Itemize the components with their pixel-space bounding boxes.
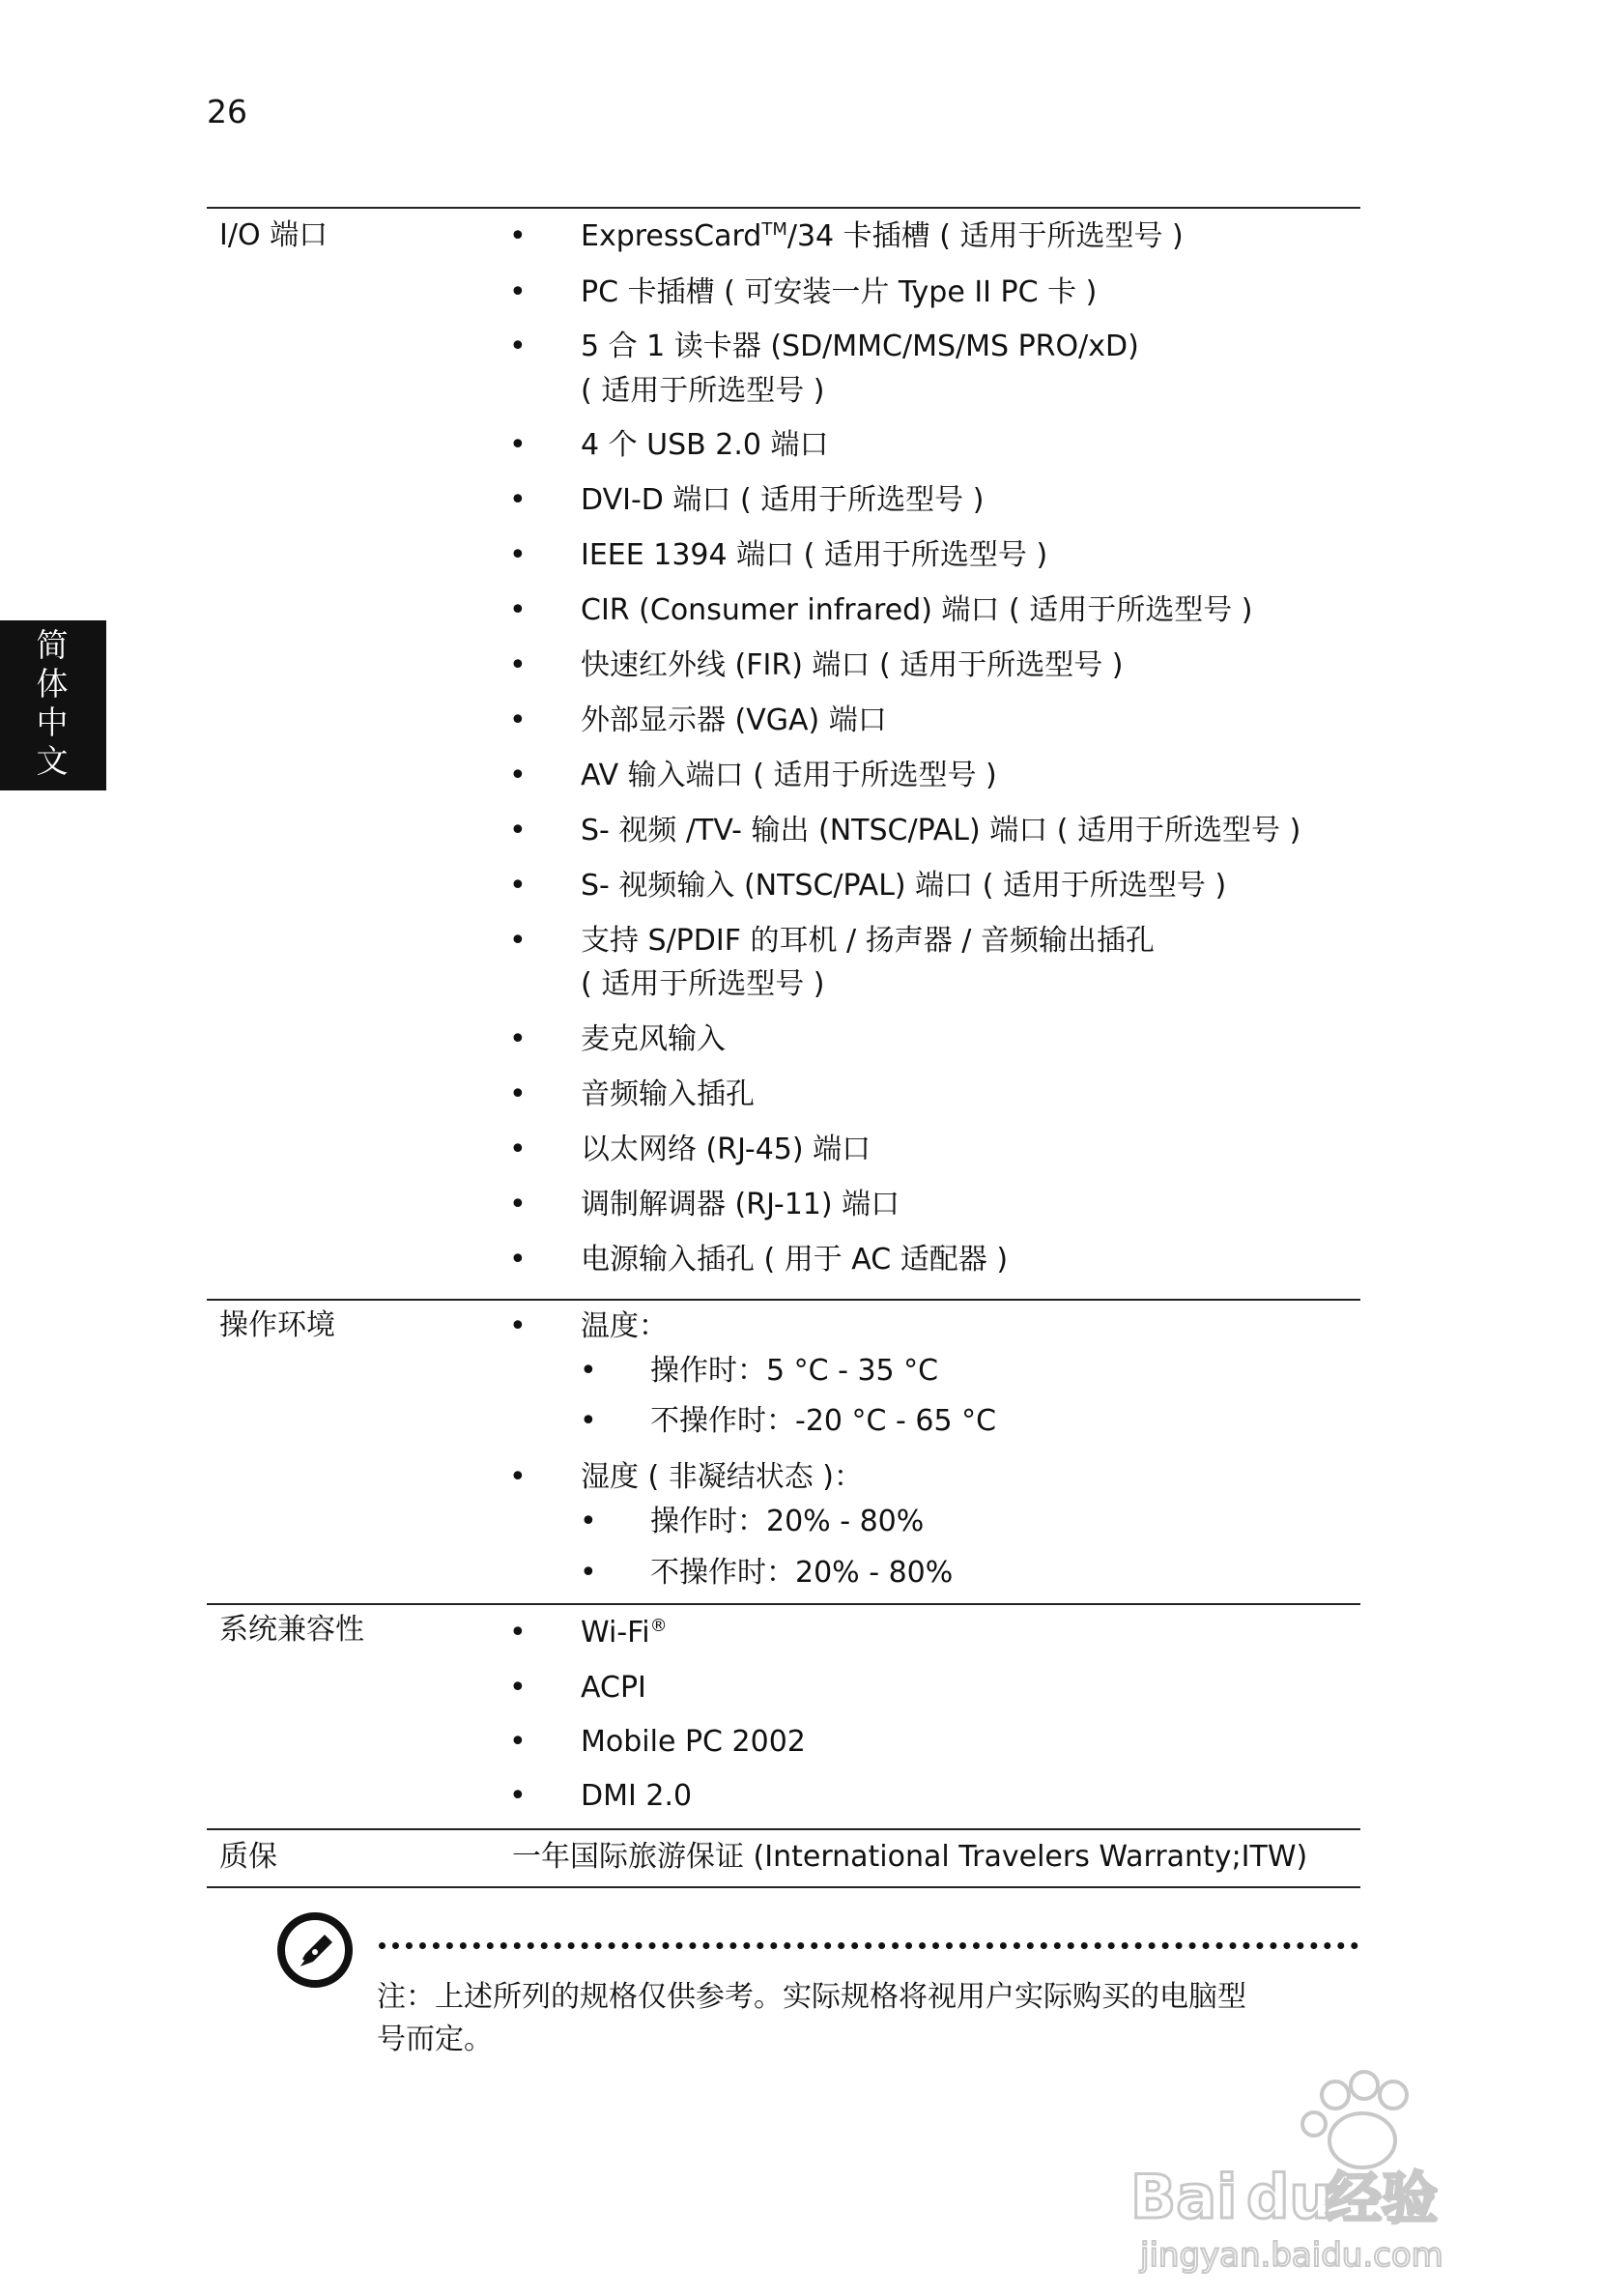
- item-text: S- 视频输入 (NTSC/PAL) 端口 ( 适用于所选型号 ): [581, 869, 1227, 903]
- item-text: 以太网络 (RJ-45) 端口: [581, 1133, 871, 1166]
- bullet-icon: •: [509, 1779, 527, 1813]
- bullet-icon: •: [509, 1133, 527, 1166]
- item-text: 音频输入插孔: [581, 1077, 755, 1111]
- bullet-icon: •: [509, 703, 527, 737]
- row-label: 系统兼容性: [219, 1613, 364, 1647]
- bullet-icon: •: [509, 1671, 527, 1705]
- note-divider: [379, 1942, 1358, 1949]
- bullet-icon: •: [580, 1404, 597, 1438]
- item-text: 操作时：5 °C - 35 °C: [650, 1354, 939, 1388]
- item-text: 不操作时：-20 °C - 65 °C: [650, 1404, 997, 1438]
- bullet-icon: •: [509, 538, 527, 572]
- item-text: ACPI: [581, 1671, 646, 1705]
- item-text: 温度：: [581, 1309, 668, 1343]
- item-text: ( 适用于所选型号 ): [581, 374, 825, 408]
- item-text: 外部显示器 (VGA) 端口: [581, 703, 887, 737]
- bullet-icon: •: [509, 759, 527, 792]
- item-text: 支持 S/PDIF 的耳机 / 扬声器 / 音频输出插孔: [581, 924, 1155, 958]
- registered-mark: ®: [649, 1616, 668, 1636]
- item-text: DVI-D 端口 ( 适用于所选型号 ): [581, 483, 985, 517]
- item-text: 不操作时：20% - 80%: [650, 1556, 954, 1590]
- note-line: 号而定。: [377, 2023, 493, 2056]
- spec-row-compatibility: [207, 1603, 1360, 1828]
- row-label: I/O 端口: [219, 218, 329, 252]
- bullet-icon: •: [509, 483, 527, 517]
- spec-table: [207, 207, 1360, 1888]
- item-text: Wi-Fi: [581, 1616, 650, 1650]
- bullet-icon: •: [509, 1309, 527, 1343]
- watermark-brand-du: du: [1246, 2162, 1332, 2232]
- bullet-icon: •: [580, 1505, 597, 1538]
- item-text: 4 个 USB 2.0 端口: [581, 428, 829, 462]
- bullet-icon: •: [509, 1616, 527, 1650]
- trademark-mark: TM: [761, 219, 787, 240]
- bullet-icon: •: [509, 814, 527, 847]
- item-text: CIR (Consumer infrared) 端口 ( 适用于所选型号 ): [581, 593, 1253, 627]
- bullet-icon: •: [580, 1556, 597, 1590]
- item-text: ( 适用于所选型号 ): [581, 967, 825, 1001]
- bullet-icon: •: [509, 869, 527, 903]
- row-label: 质保: [219, 1840, 277, 1874]
- item-text: IEEE 1394 端口 ( 适用于所选型号 ): [581, 538, 1048, 572]
- side-tab-char: 中: [36, 703, 69, 741]
- bullet-icon: •: [509, 1243, 527, 1277]
- item-text: /34 卡插槽 ( 适用于所选型号 ): [786, 219, 1184, 253]
- bullet-icon: •: [509, 1022, 527, 1056]
- bullet-icon: •: [509, 1077, 527, 1111]
- item-text: 调制解调器 (RJ-11) 端口: [581, 1188, 900, 1221]
- bullet-icon: •: [509, 330, 527, 363]
- item-text: S- 视频 /TV- 输出 (NTSC/PAL) 端口 ( 适用于所选型号 ): [581, 814, 1301, 847]
- bullet-icon: •: [509, 428, 527, 462]
- item-text: 操作时：20% - 80%: [650, 1505, 925, 1538]
- baidu-jingyan-watermark: [1121, 2049, 1507, 2281]
- item-text: 电源输入插孔 ( 用于 AC 适配器 ): [581, 1243, 1009, 1277]
- spec-row-warranty: [207, 1828, 1360, 1888]
- side-tab-char: 体: [36, 665, 69, 703]
- bullet-icon: •: [509, 1460, 527, 1494]
- watermark-brand: Bai: [1130, 2162, 1238, 2232]
- item-text: PC 卡插槽 ( 可安装一片 Type II PC 卡 ): [581, 275, 1098, 309]
- bullet-icon: •: [509, 1725, 527, 1759]
- bullet-icon: •: [509, 924, 527, 958]
- bullet-icon: •: [509, 219, 527, 253]
- watermark-chinese: 经验: [1326, 2166, 1439, 2231]
- spec-row-io-ports: [207, 207, 1360, 1299]
- bullet-icon: •: [580, 1354, 597, 1388]
- item-text: 快速红外线 (FIR) 端口 ( 适用于所选型号 ): [581, 648, 1124, 682]
- bullet-icon: •: [509, 593, 527, 627]
- row-label: 操作环境: [219, 1308, 335, 1342]
- note-line: 注：上述所列的规格仅供参考。实际规格将视用户实际购买的电脑型: [377, 1980, 1246, 2014]
- note-pen-icon: [276, 1911, 354, 1989]
- bullet-icon: •: [509, 275, 527, 309]
- watermark-url: jingyan.baidu.com: [1140, 2236, 1443, 2275]
- side-tab-char: 简: [36, 626, 69, 664]
- side-tab-char: 文: [36, 742, 69, 780]
- warranty-text: 一年国际旅游保证 (International Travelers Warranty;ITW): [512, 1840, 1308, 1874]
- spec-row-environment: [207, 1299, 1360, 1603]
- item-text: 麦克风输入: [581, 1022, 726, 1056]
- bullet-icon: •: [509, 1188, 527, 1221]
- bullet-icon: •: [509, 648, 527, 682]
- page-number: 26: [207, 93, 247, 130]
- item-text: 5 合 1 读卡器 (SD/MMC/MS/MS PRO/xD): [581, 330, 1139, 363]
- item-text: AV 输入端口 ( 适用于所选型号 ): [581, 759, 997, 792]
- item-text: 湿度 ( 非凝结状态 )：: [581, 1460, 864, 1494]
- language-side-tab: [0, 620, 106, 790]
- item-text: Mobile PC 2002: [581, 1725, 806, 1759]
- item-text: ExpressCard: [581, 219, 762, 253]
- item-text: DMI 2.0: [581, 1779, 693, 1813]
